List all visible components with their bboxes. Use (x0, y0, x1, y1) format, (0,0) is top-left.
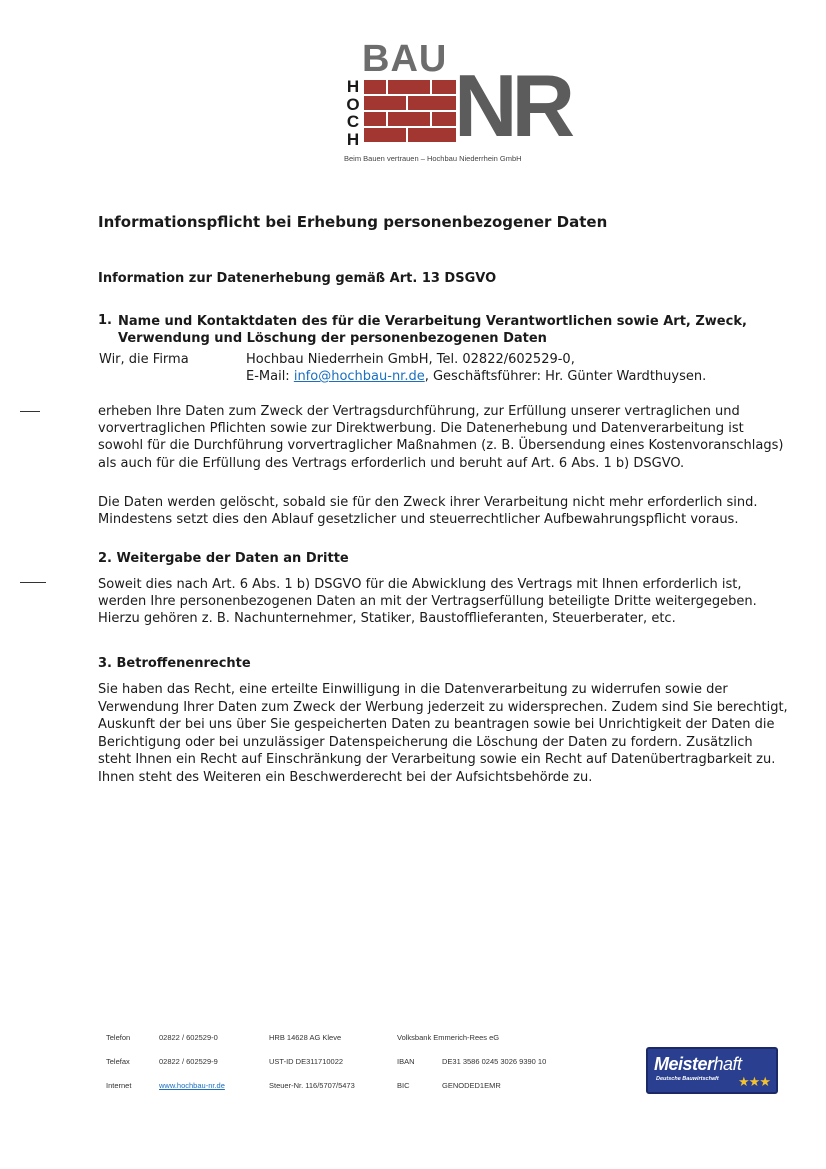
footer-bank: Volksbank Emmerich-Rees eG (397, 1033, 500, 1042)
footer-hrb: HRB 14628 AG Kleve (269, 1033, 342, 1042)
logo-hoch-letter: H (346, 77, 360, 96)
email-link[interactable]: info@hochbau-nr.de (293, 369, 425, 384)
footer-telefax-label: Telefax (106, 1057, 130, 1066)
document-title: Informationspflicht bei Erhebung personenbezogener Daten (98, 213, 608, 231)
document-subtitle: Information zur Datenerhebung gemäß Art. 13 DSGVO (98, 271, 497, 286)
logo-hoch-text (346, 78, 360, 148)
logo-bau-text: BAU (362, 38, 448, 80)
footer-steuer: Steuer-Nr. 116/5707/5473 (269, 1081, 355, 1090)
section1-paragraph1: erheben Ihre Daten zum Zweck der Vertragsdurchführung, zur Erfüllung unserer vertraglichen und vorvertraglichen Pflichten sowie zur Direktwerbung. Die Datenerhebung und Datenverarbeitung ist sowohl für die Durchführung vorvertraglicher Maßnahmen (z. B. Übersendung eines Kostenvoranschlags) als auch für die Erfüllung des Vertrags erforderlich und beruht auf Art. 6 Abs. 1 b) DSGVO. (98, 404, 784, 471)
margin-mark (20, 411, 40, 412)
section3-paragraph: Sie haben das Recht, eine erteilte Einwilligung in die Datenverarbeitung zu widerrufen sowie der Verwendung Ihrer Daten zum Zweck der Werbung jederzeit zu widersprechen. Zudem sind Sie berechtigt, Auskunft der bei uns über Sie gespeicherten Daten zu beantragen sowie bei Unrichtigkeit der Daten die Berichtigung oder bei unzulässiger Datenspeicherung die Löschung der Daten zu fordern. Zusätzlich steht Ihnen ein Recht auf Einschränkung der Verarbeitung sowie ein Recht auf Datenübertragbarkeit zu. Ihnen steht des Weiteren ein Beschwerderecht bei der Aufsichtsbehörde zu. (98, 682, 788, 785)
section3-title: 3. Betroffenenrechte (98, 656, 251, 671)
footer-telefon: 02822 / 602529-0 (159, 1033, 218, 1042)
footer-telefax: 02822 / 602529-9 (159, 1057, 218, 1066)
footer-bic: GENODED1EMR (442, 1081, 501, 1090)
footer-ust: UST-ID DE311710022 (269, 1057, 344, 1066)
firm-contact-line1: Hochbau Niederrhein GmbH, Tel. 02822/602529-0, (246, 352, 575, 367)
badge-title-light: haft (713, 1054, 742, 1074)
footer-bic-label: BIC (397, 1081, 410, 1090)
section2-paragraph: Soweit dies nach Art. 6 Abs. 1 b) DSGVO für die Abwicklung des Vertrags mit Ihnen erforderlich ist, werden Ihre personenbezogenen Daten an mit der Vertragserfüllung beteiligte Dritte weitergegeben. Hierzu gehören z. B. Nachunternehmer, Statiker, Baustofflieferanten, Steuerberater, etc. (98, 577, 757, 627)
badge-subtitle: Deutsche Bauwirtschaft (656, 1076, 719, 1082)
managing-director: , Geschäftsführer: Hr. Günter Wardthuysen. (424, 369, 707, 384)
footer-iban-label: IBAN (397, 1057, 415, 1066)
section2-title: 2. Weitergabe der Daten an Dritte (98, 551, 349, 566)
firm-label: Wir, die Firma (99, 352, 189, 367)
logo-hoch-letter: H (346, 129, 360, 149)
meisterhaft-badge (646, 1047, 778, 1094)
logo-hoch-letter: C (346, 112, 360, 131)
company-logo (344, 38, 570, 170)
logo-hoch-letter: O (346, 94, 360, 114)
section1-title: Name und Kontaktdaten des für die Verarbeitung Verantwortlichen sowie Art, Zweck, Verwendung und Löschung der personenbezogenen Daten (118, 314, 747, 346)
margin-mark (20, 582, 46, 583)
section1-paragraph2: Die Daten werden gelöscht, sobald sie für den Zweck ihrer Verarbeitung nicht mehr erforderlich sind. Mindestens setzt dies den Ablauf gesetzlicher und steuerrechtlicher Aufbewahrungspflicht voraus. (98, 495, 758, 528)
footer-internet-link-wrap (159, 1081, 225, 1090)
star-icon: ★★★ (738, 1075, 770, 1090)
footer-internet-link[interactable]: www.hochbau-nr.de (159, 1081, 225, 1090)
footer-internet-label: Internet (106, 1081, 132, 1090)
section1-number: 1. (98, 313, 112, 328)
firm-contact-line2 (246, 369, 706, 384)
logo-slogan: Beim Bauen vertrauen – Hochbau Niederrhein GmbH (344, 154, 522, 163)
logo-nr-text: NR (454, 56, 570, 155)
badge-title (654, 1054, 742, 1075)
email-prefix: E-Mail: (246, 369, 294, 384)
footer-iban: DE31 3586 0245 3026 9390 10 (442, 1057, 547, 1066)
badge-title-bold: Meister (654, 1054, 714, 1074)
footer-telefon-label: Telefon (106, 1033, 131, 1042)
